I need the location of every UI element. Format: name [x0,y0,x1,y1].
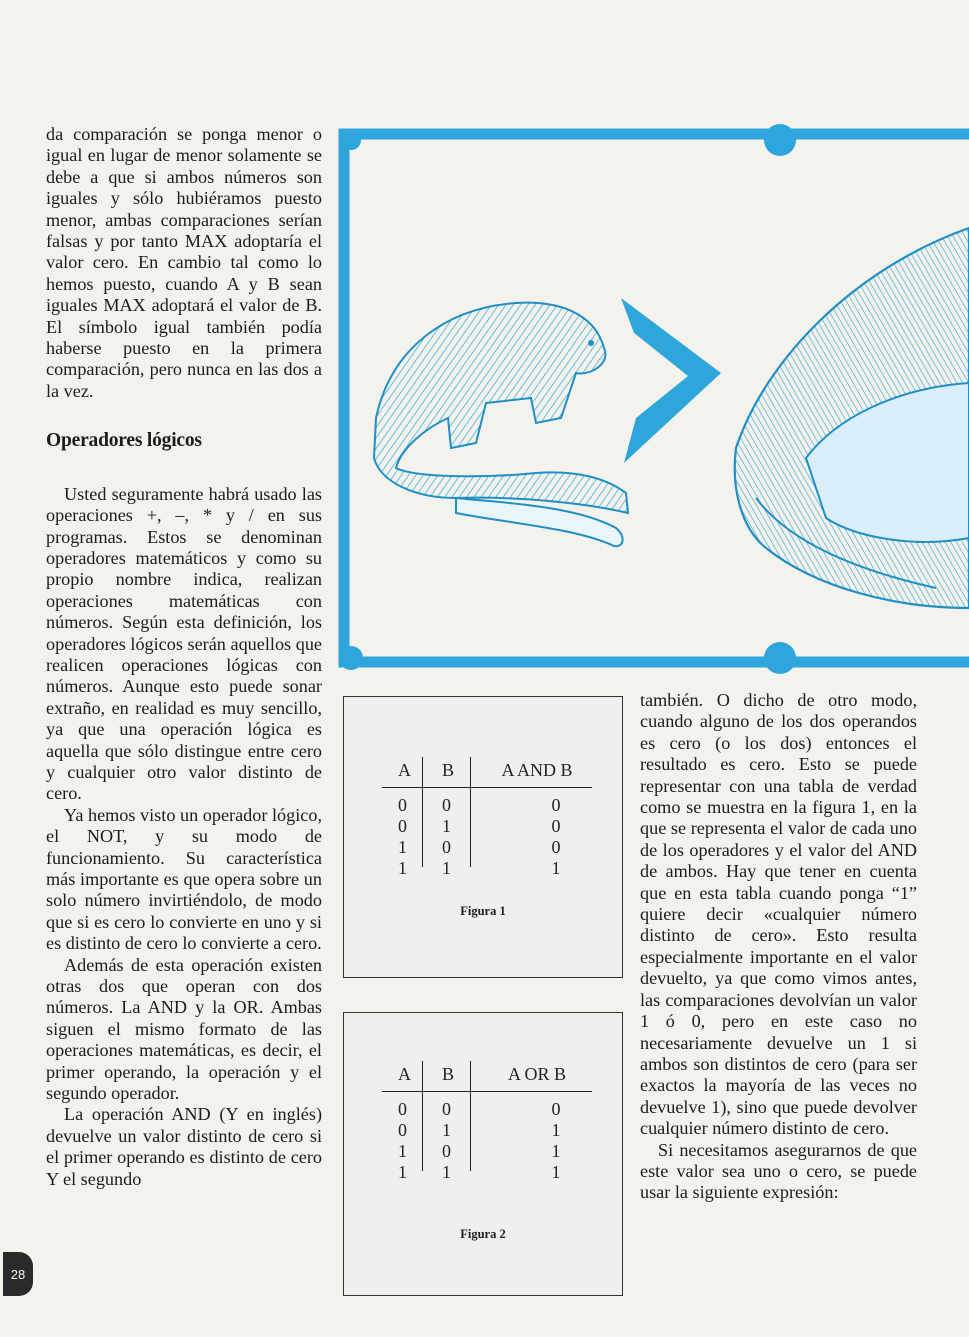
cell: 0 [551,816,561,836]
cell: 0 [442,795,451,815]
paragraph: Además de esta operación existen otras dos que operan con dos números. La AND y la OR. Ambas siguen el mismo formato de las operaciones matemáticas, es decir, el primer operando, la operación y el segundo operador. [46,954,322,1104]
cell: 0 [398,816,407,836]
paragraph: La operación AND (Y en inglés) devuelve un valor distinto de cero si el primer operando es distinto de cero Y el segundo [46,1104,322,1189]
table-row [382,855,592,876]
paragraph: Usted seguramente habrá usado las operaciones +, –, * y / en sus programas. Estos se denominan operadores matemáticos y como su propio nombre indica, realizan operaciones matemáticas con números. Según esta definición, los operadores lógicos serán aquellos que realicen operaciones lógicas con números. Aunque esto puede sonar extraño, en realidad es muy sencillo, ya que una operación lógica es aquella que sólo distingue entre cero y cualquier otro valor distinto de cero. [46,483,322,804]
table-header [382,757,592,788]
page-number: 28 [3,1252,33,1296]
table-row [382,1138,592,1159]
cell: 0 [442,1141,451,1161]
cell: 0 [398,1099,407,1119]
table-row [382,1096,592,1117]
cell: 0 [442,1099,451,1119]
dinosaur-comparison-illustration [336,118,969,680]
paragraph: Ya hemos visto un operador lógico, el NOT, y su modo de funcionamiento. Su característica más importante es que opera sobre un solo número invirtiéndolo, de modo que si es cero lo convierte en uno y si es distinto de cero lo convierte a cero. [46,804,322,954]
greater-than-sign [621,298,721,463]
cell: 1 [442,1162,451,1182]
cell: 0 [551,795,561,815]
cell: 1 [551,858,561,878]
header-b: B [442,760,455,780]
cell: 1 [551,1120,561,1140]
figure-caption: Figura 1 [460,904,506,918]
header-a: A [398,1064,411,1084]
figure-caption: Figura 2 [460,1227,506,1241]
paragraph: da comparación se ponga menor o igual en lugar de menor solamente se debe a que si ambos números son iguales y sólo hubiéramos puesto menor, ambas comparaciones serían falsas y por tanto MAX adoptaría el valor cero. En cambio tal como lo hemos puesto, cuando A y B sean iguales MAX adoptará el valor de B. El símbolo igual también podía haberse puesto en la primera comparación, pero nunca en las dos a la vez. [46,124,322,401]
cell: 1 [442,816,451,836]
cell: 0 [442,837,451,857]
cell: 1 [398,837,407,857]
table-row [382,1117,592,1138]
large-dinosaur [735,228,969,608]
paragraph: Si necesitamos asegurarnos de que este valor sea uno o cero, se puede usar la siguiente expresión: [640,1139,917,1203]
header-result: A AND B [501,760,573,780]
truth-table-or [382,1061,592,1180]
table-row [382,813,592,834]
cell: 1 [398,858,407,878]
cell: 1 [442,858,451,878]
cell: 0 [398,795,407,815]
cell: 1 [442,1120,451,1140]
cell: 1 [551,1141,561,1161]
small-dinosaur [374,303,628,547]
cell: 0 [398,1120,407,1140]
section-heading: Operadores lógicos [46,430,202,452]
header-result: A OR B [507,1064,567,1084]
left-column [46,124,322,1190]
cell: 1 [551,1162,561,1182]
table-row [382,834,592,855]
cell: 1 [398,1162,407,1182]
cell: 0 [551,1099,561,1119]
cell: 0 [551,837,561,857]
truth-table-and [382,757,592,876]
figure-1-truth-table [343,696,623,978]
header-b: B [442,1064,455,1084]
table-row [382,1159,592,1180]
cell: 1 [398,1141,407,1161]
table-row [382,792,592,813]
table-header [382,1061,592,1092]
figure-2-truth-table [343,1012,623,1296]
paragraph: también. O dicho de otro modo, cuando alguno de los dos operandos es cero (o los dos) entonces el resultado es cero. Esto se puede representar con una tabla de verdad como se muestra en la figura 1, en la que se representa el valor de cada uno de los operadores y el valor del AND de ambos. Hay que tener en cuenta que en esta tabla cuando ponga “1” quiere decir «cualquier número distinto de cero». Esto resulta especialmente importante en el valor devuelto, ya que como vimos antes, las comparaciones devolvían un valor 1 ó 0, pero en este caso no necesariamente devuelve un 1 si ambos son distintos de cero (para ser exactos la mayoría de las veces no devuelve 1), sino que puede devolver cualquier número distinto de cero. [640,690,917,1139]
right-column [640,690,917,1204]
header-a: A [398,760,411,780]
